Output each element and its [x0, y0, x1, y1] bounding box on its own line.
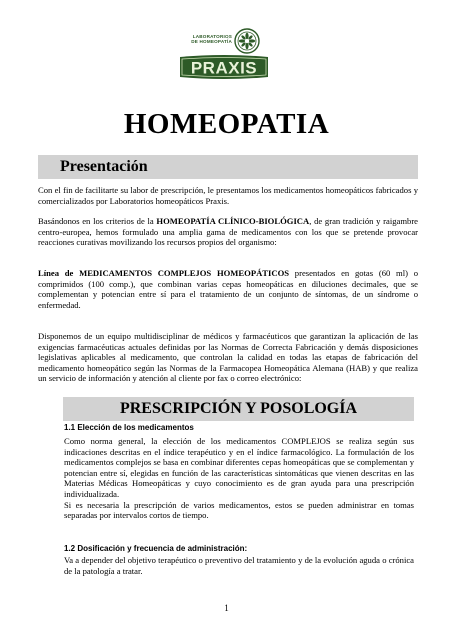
subheading-eleccion: 1.1 Elección de los medicamentos	[64, 423, 194, 432]
eleccion-text-2: Si es necesaria la prescripción de varios medicamentos, estos se pueden administrar en tomas separadas por intervalos cortos de tiempo.	[64, 499, 414, 521]
section-heading-prescripcion	[63, 397, 414, 421]
criteria-text-c: , de gran tradición y raigambre centro-europea, hemos formulado una amplia gama de medicamentos con los que se pretende provocar reacciones curativas movilizando los recursos propios del organismo:	[38, 216, 418, 248]
subheading-dosificacion: 1.2 Dosificación y frecuencia de administración:	[64, 544, 248, 553]
logo-line-1: LABORATORIOS	[192, 34, 232, 39]
logo-wordmark-text: PRAXIS	[190, 58, 258, 78]
product-line-paragraph	[38, 268, 418, 310]
section-heading-text: Presentación	[60, 158, 148, 175]
logo-wordmark	[178, 54, 270, 80]
logo-subtitle	[174, 34, 232, 45]
eleccion-text: Como norma general, la elección de los medicamentos COMPLEJOS se realiza según sus indicaciones descritas en el índice terapéutico y en el índice farmacológico. La formulación de los medicamentos complejos se basa en combinar diferentes cepas homeopáticas que se complementan y potencian entre sí, elegidas en función de las características sintomáticas que vienen descritas en las Materias Médicas Homeopáticas y cuyo conocimiento es de gran ayuda para una prescripción individualizada.	[64, 436, 414, 499]
intro-paragraph: Con el fin de facilitarte su labor de prescripción, le presentamos los medicamentos homeopáticos fabricados y comercializados por Laboratorios homeopáticos Praxis.	[38, 185, 418, 206]
criteria-text-a: Basándonos en los criterios de la	[38, 216, 157, 226]
leaf-seal-icon	[234, 28, 260, 54]
product-line-bold: Línea de MEDICAMENTOS COMPLEJOS HOMEOPÁTICOS	[38, 268, 290, 278]
criteria-bold: HOMEOPATÍA CLÍNICO-BIOLÓGICA	[156, 216, 310, 226]
logo-line-2: DE HOMEOPATÍA	[191, 39, 232, 45]
section-heading-presentacion	[38, 155, 418, 179]
dosificacion-paragraph: Va a depender del objetivo terapéutico o preventivo del tratamiento y de la evolución aguda o crónica de la patología a tratar.	[64, 555, 414, 576]
praxis-logo	[170, 4, 276, 82]
product-line-text: presentados en gotas (60 ml) o comprimidos (100 comp.), que combinan varias cepas homeopáticas en diluciones decimales, que se complementan y potencian entre sí para el tratamiento de un conjunto de síntomas, de un síndrome o enfermedad.	[38, 268, 418, 310]
section-heading-text: PRESCRIPCIÓN Y POSOLOGÍA	[119, 400, 358, 417]
document-title: HOMEOPATIA	[123, 108, 330, 140]
eleccion-paragraph	[64, 436, 414, 521]
team-paragraph: Disponemos de un equipo multidisciplinar de médicos y farmacéuticos que garantizan la aplicación de las exigencias farmacéuticas actuales definidas por las Normas de Correcta Fabricación y demás disposiciones legislativas aplicables al medicamento, que controlan la calidad en todas las etapas de fabricación del medicamento homeopático según las Normas de la Farmacopea Homeopática Alemana (HAB) y que realiza un servicio de información y atención al cliente por fax o correo electrónico:	[38, 331, 418, 384]
page-number: 1	[224, 603, 229, 613]
criteria-paragraph	[38, 216, 418, 248]
